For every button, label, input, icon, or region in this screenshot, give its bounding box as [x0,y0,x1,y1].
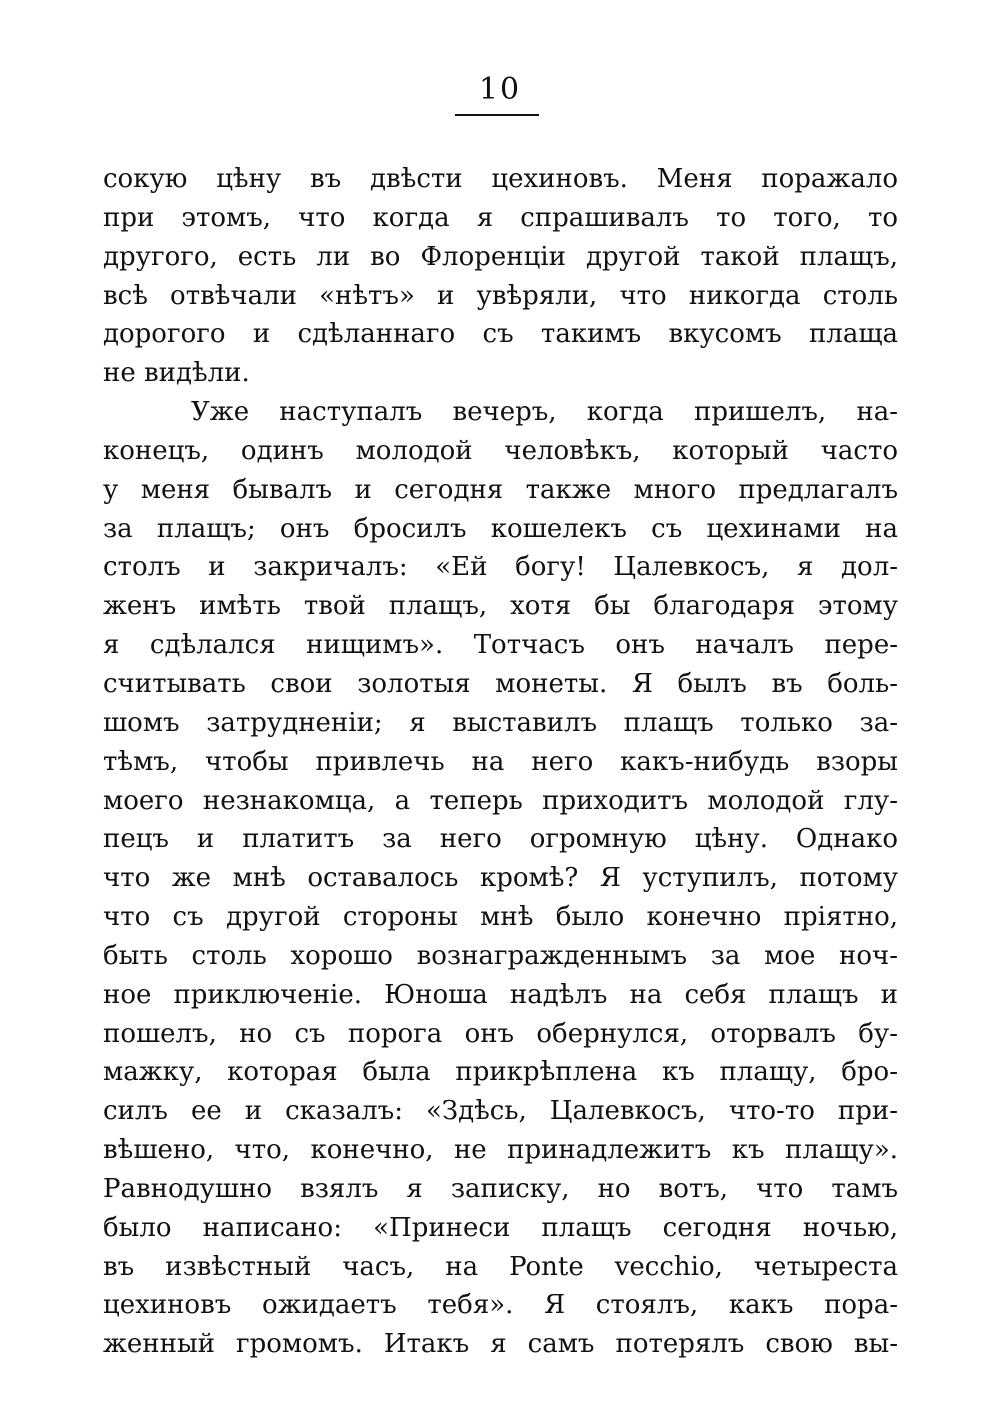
text-line: сокую цѣну въ двѣсти цехиновъ. Меня поражало [103,164,898,194]
text-line: тѣмъ, чтобы привлечь на него какъ-нибудь взоры [103,746,898,777]
text-line: пошелъ, но съ порога онъ обернулся, оторвалъ бу- [103,1018,898,1049]
text-line: женъ имѣть твой плащъ, хотя бы благодаря этому [103,591,898,622]
text-line: конецъ, одинъ молодой человѣкъ, который часто [103,435,898,466]
text-line: не видѣли. [103,358,250,389]
page-number: 10 [478,72,522,107]
text-line: вѣшено, что, конечно, не принадлежитъ къ плащу». [103,1135,898,1166]
text-line: Равнодушно взялъ я записку, но вотъ, что тамъ [103,1173,898,1204]
text-line-paragraph-start: Уже наступалъ вечеръ, когда пришелъ, на- [191,397,898,428]
text-line: женный громомъ. Итакъ я самъ потерялъ свою вы- [103,1329,898,1360]
text-line: пецъ и платитъ за него огромную цѣну. Однако [103,824,898,855]
text-line: считывать свои золотыя монеты. Я былъ въ боль- [103,668,898,699]
text-line: въ извѣстный часъ, на Ponte vecchio, четыреста [103,1251,898,1282]
text-line: мажку, которая была прикрѣплена къ плащу, бро- [103,1057,898,1088]
text-line: шомъ затрудненіи; я выставилъ плащъ только за- [103,707,898,738]
page-number-rule [455,114,539,116]
body-text [103,160,898,1364]
text-line: моего незнакомца, а теперь приходитъ молодой глу- [103,785,898,816]
text-line: при этомъ, что когда я спрашивалъ то того, то [103,202,898,233]
text-line: что же мнѣ оставалось кромѣ? Я уступилъ, потому [103,863,898,894]
text-line: ное приключеніе. Юноша надѣлъ на себя плащъ и [103,979,898,1010]
text-line: столъ и закричалъ: «Ей богу! Цалевкосъ, я дол- [103,552,898,583]
text-line: я сдѣлался нищимъ». Тотчасъ онъ началъ пере- [103,630,898,661]
text-line: дорогого и сдѣланнаго съ такимъ вкусомъ плаща [103,319,898,350]
text-line: цехиновъ ожидаетъ тебя». Я стоялъ, какъ пора- [103,1290,898,1321]
text-line: у меня бывалъ и сегодня также много предлагалъ [103,474,898,505]
text-line: было написано: «Принеси плащъ сегодня ночью, [103,1212,898,1243]
text-line: всѣ отвѣчали «нѣтъ» и увѣряли, что никогда столь [103,280,898,311]
text-line: силъ ее и сказалъ: «Здѣсь, Цалевкосъ, что-то при- [103,1096,898,1127]
text-line: другого, есть ли во Флоренціи другой такой плащъ, [103,241,898,272]
text-line: за плащъ; онъ бросилъ кошелекъ съ цехинами на [103,513,898,544]
text-line: быть столь хорошо вознагражденнымъ за мое ноч- [103,940,898,971]
text-line: что съ другой стороны мнѣ было конечно пріятно, [103,902,898,933]
